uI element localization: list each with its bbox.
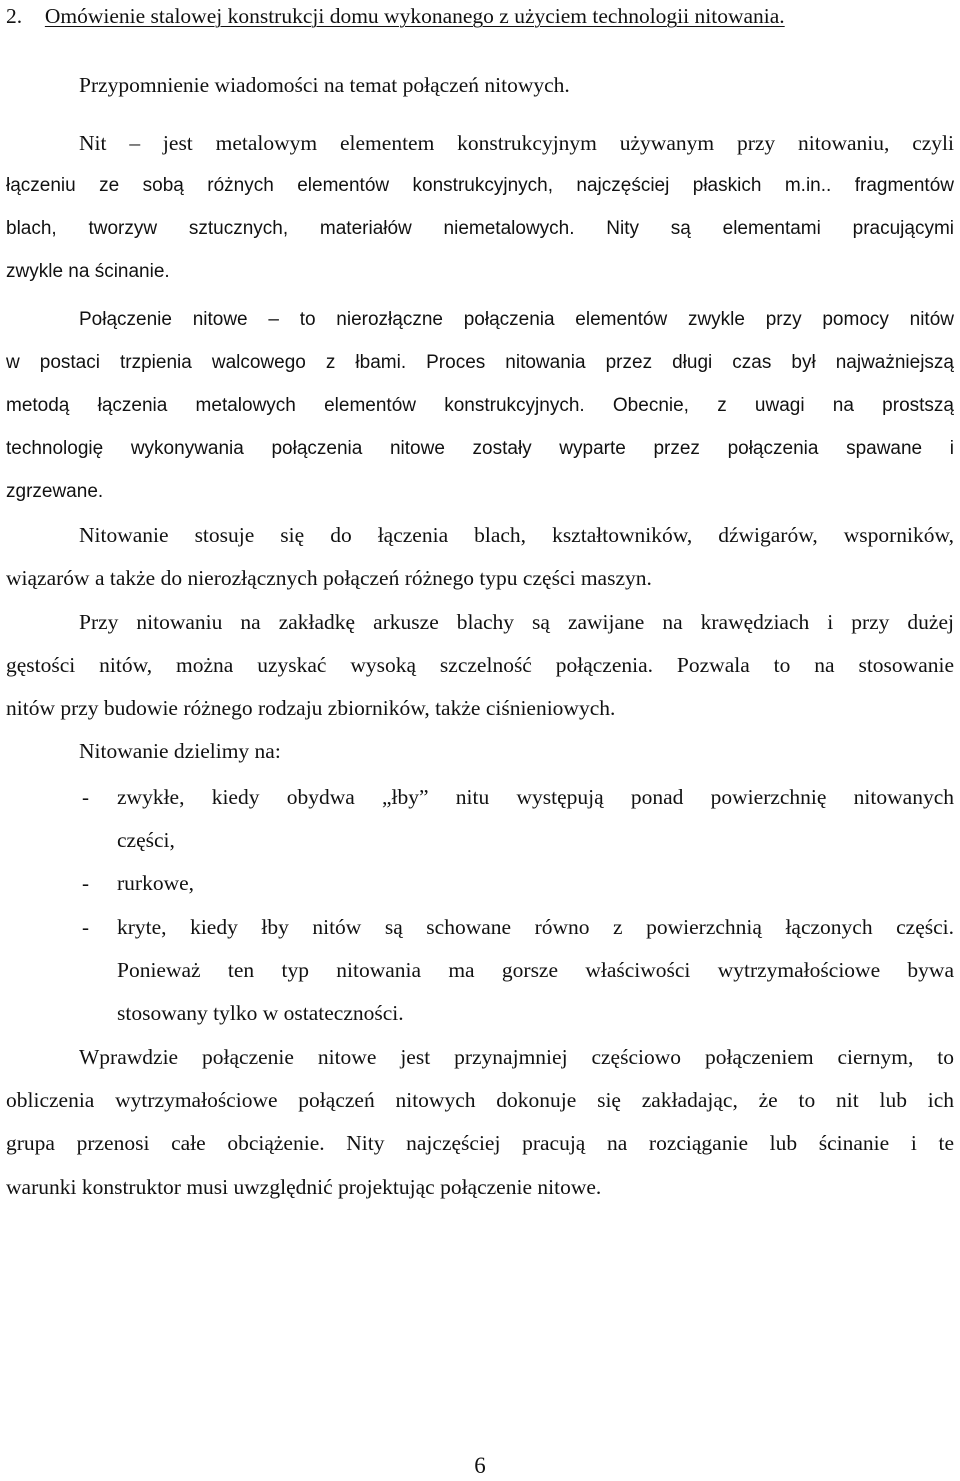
paragraph-line: warunki konstruktor musi uwzględnić projektując połączenie nitowe. [6, 1175, 602, 1199]
list-item-line: części, [117, 828, 175, 852]
paragraph-line: Wprawdzie połączenie nitowe jest przynajmniej częściowo połączeniem ciernym, to [79, 1045, 954, 1069]
paragraph-line: zwykle na ścinanie. [6, 261, 170, 282]
list-item-line: zwykłe, kiedy obydwa „łby” nitu występują ponad powierzchnię nitowanych [117, 785, 954, 809]
paragraph-line: Połączenie nitowe – to nierozłączne połączenia elementów zwykle przy pomocy nitów [79, 309, 954, 330]
paragraph-line: wiązarów a także do nierozłącznych połączeń różnego typu części maszyn. [6, 566, 652, 590]
paragraph-line: grupa przenosi całe obciążenie. Nity najczęściej pracują na rozciąganie lub ścinanie i te [6, 1131, 954, 1155]
list-bullet: - [82, 915, 89, 939]
paragraph-line: blach, tworzyw sztucznych, materiałów niemetalowych. Nity są elementami pracującymi [6, 218, 954, 239]
list-item-line: rurkowe, [117, 871, 195, 895]
list-item-line: stosowany tylko w ostateczności. [117, 1001, 404, 1025]
subheading: Przypomnienie wiadomości na temat połączeń nitowych. [79, 73, 570, 97]
list-bullet: - [82, 871, 89, 895]
paragraph-line: nitów przy budowie różnego rodzaju zbiorników, także ciśnieniowych. [6, 696, 616, 720]
page-number: 6 [474, 1453, 486, 1478]
paragraph-line: łączeniu ze sobą różnych elementów konstrukcyjnych, najczęściej płaskich m.in.. fragmentów [6, 175, 954, 196]
paragraph-line: Nitowanie stosuje się do łączenia blach, kształtowników, dźwigarów, wsporników, [79, 523, 954, 547]
paragraph-line: technologię wykonywania połączenia nitowe zostały wyparte przez połączenia spawane i [6, 438, 954, 459]
list-intro: Nitowanie dzielimy na: [79, 739, 281, 763]
section-heading [6, 2, 954, 30]
paragraph-line: gęstości nitów, można uzyskać wysoką szczelność połączenia. Pozwala to na stosowanie [6, 653, 954, 677]
paragraph-line: obliczenia wytrzymałościowe połączeń nitowych dokonuje się zakładając, że to nit lub ich [6, 1088, 954, 1112]
list-item-line: kryte, kiedy łby nitów są schowane równo z powierzchnią łączonych części. [117, 915, 954, 939]
paragraph-line: Nit – jest metalowym elementem konstrukcyjnym używanym przy nitowaniu, czyli [79, 131, 954, 155]
section-title: Omówienie stalowej konstrukcji domu wykonanego z użyciem technologii nitowania. [44, 4, 785, 28]
paragraph-line: metodą łączenia metalowych elementów konstrukcyjnych. Obecnie, z uwagi na prostszą [6, 395, 954, 416]
list-bullet: - [82, 785, 89, 809]
paragraph-line: Przy nitowaniu na zakładkę arkusze blachy są zawijane na krawędziach i przy dużej [79, 610, 954, 634]
list-item-line: Ponieważ ten typ nitowania ma gorsze właściwości wytrzymałościowe bywa [117, 958, 954, 982]
paragraph-line: w postaci trzpienia walcowego z łbami. Proces nitowania przez długi czas był najważniejszą [6, 352, 954, 373]
section-number: 2. [6, 4, 23, 28]
paragraph-line: zgrzewane. [6, 481, 104, 502]
